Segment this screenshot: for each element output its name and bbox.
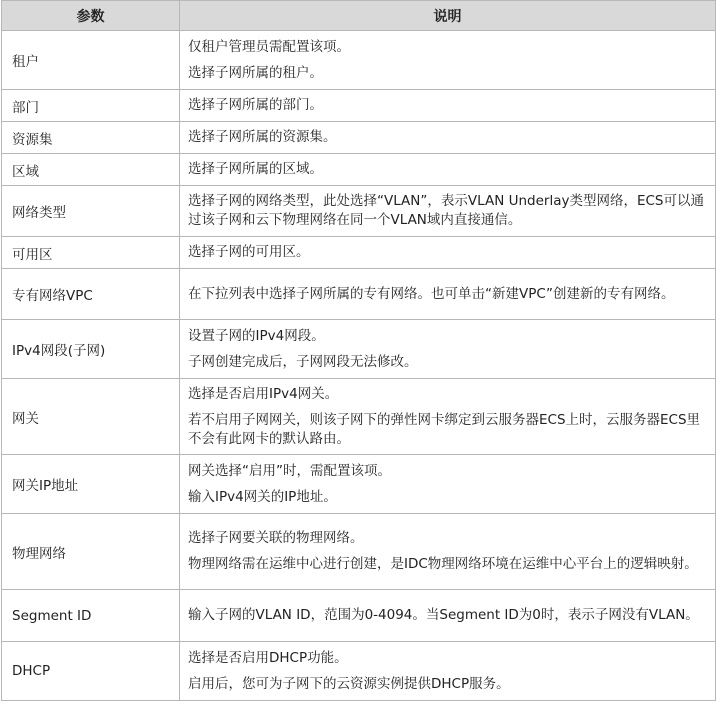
desc-text: 在下拉列表中选择子网所属的专有网络。也可单击“新建VPC”创建新的专有网络。 bbox=[188, 285, 675, 302]
desc-text: 选择子网的网络类型，此处选择“VLAN”，表示VLAN Underlay类型网络，ECS可以通过该子网和云下物理网络在同一个VLAN域内直接通信。 bbox=[188, 193, 704, 228]
header-param: 参数 bbox=[2, 1, 180, 31]
param-cell: 网关IP地址 bbox=[2, 455, 180, 514]
table-row bbox=[2, 642, 716, 701]
table-row bbox=[2, 237, 716, 269]
table-row bbox=[2, 514, 716, 590]
desc-cell bbox=[180, 514, 716, 590]
desc-cell bbox=[180, 31, 716, 90]
desc-text: 若不启用子网网关，则该子网下的弹性网卡绑定到云服务器ECS上时，云服务器ECS里不会有此网卡的默认路由。 bbox=[188, 411, 701, 447]
param-cell: 区域 bbox=[2, 154, 180, 186]
desc-cell bbox=[180, 269, 716, 320]
param-cell: 专有网络VPC bbox=[2, 269, 180, 320]
param-cell: DHCP bbox=[2, 642, 180, 701]
desc-cell bbox=[180, 122, 716, 154]
desc-text: 输入子网的VLAN ID，范围为0-4094。当Segment ID为0时，表示子网没有VLAN。 bbox=[188, 607, 699, 623]
table-row bbox=[2, 31, 716, 90]
desc-cell bbox=[180, 186, 716, 237]
header-desc: 说明 bbox=[180, 1, 716, 31]
desc-text: 输入IPv4网关的IP地址。 bbox=[188, 488, 337, 505]
desc-text: 子网创建完成后，子网网段无法修改。 bbox=[188, 353, 418, 370]
parameter-table bbox=[1, 0, 716, 701]
desc-text: 选择子网所属的租户。 bbox=[188, 64, 323, 81]
param-cell: 部门 bbox=[2, 90, 180, 122]
table-header-row bbox=[2, 1, 716, 31]
desc-cell bbox=[180, 90, 716, 122]
table-row bbox=[2, 269, 716, 320]
desc-cell bbox=[180, 455, 716, 514]
desc-text: 启用后，您可为子网下的云资源实例提供DHCP服务。 bbox=[188, 675, 510, 692]
desc-text: 选择子网的可用区。 bbox=[188, 244, 310, 260]
desc-text: 选择子网所属的资源集。 bbox=[188, 129, 337, 145]
param-cell: 可用区 bbox=[2, 237, 180, 269]
desc-cell bbox=[180, 237, 716, 269]
param-cell: 资源集 bbox=[2, 122, 180, 154]
desc-cell bbox=[180, 590, 716, 642]
desc-text: 设置子网的IPv4网段。 bbox=[188, 327, 325, 344]
desc-text: 选择子网所属的部门。 bbox=[188, 97, 323, 113]
desc-text: 选择子网要关联的物理网络。 bbox=[188, 530, 364, 546]
desc-text: 物理网络需在运维中心进行创建，是IDC物理网络环境在运维中心平台上的逻辑映射。 bbox=[188, 556, 698, 572]
desc-cell bbox=[180, 642, 716, 701]
desc-text: 仅租户管理员需配置该项。 bbox=[188, 38, 350, 55]
param-cell: 物理网络 bbox=[2, 514, 180, 590]
desc-text: 选择是否启用IPv4网关。 bbox=[188, 385, 339, 402]
param-cell: 网关 bbox=[2, 379, 180, 455]
desc-text: 选择子网所属的区域。 bbox=[188, 161, 323, 177]
table-row bbox=[2, 186, 716, 237]
param-cell: 网络类型 bbox=[2, 186, 180, 237]
table-row bbox=[2, 379, 716, 455]
param-cell: 租户 bbox=[2, 31, 180, 90]
table-row bbox=[2, 455, 716, 514]
desc-text: 网关选择“启用”时，需配置该项。 bbox=[188, 462, 391, 479]
desc-cell bbox=[180, 379, 716, 455]
table-row bbox=[2, 320, 716, 379]
param-cell: IPv4网段(子网) bbox=[2, 320, 180, 379]
table-row bbox=[2, 154, 716, 186]
table-row bbox=[2, 90, 716, 122]
table-row bbox=[2, 590, 716, 642]
param-cell: Segment ID bbox=[2, 590, 180, 642]
desc-text: 选择是否启用DHCP功能。 bbox=[188, 649, 348, 666]
table-row bbox=[2, 122, 716, 154]
desc-cell bbox=[180, 154, 716, 186]
desc-cell bbox=[180, 320, 716, 379]
